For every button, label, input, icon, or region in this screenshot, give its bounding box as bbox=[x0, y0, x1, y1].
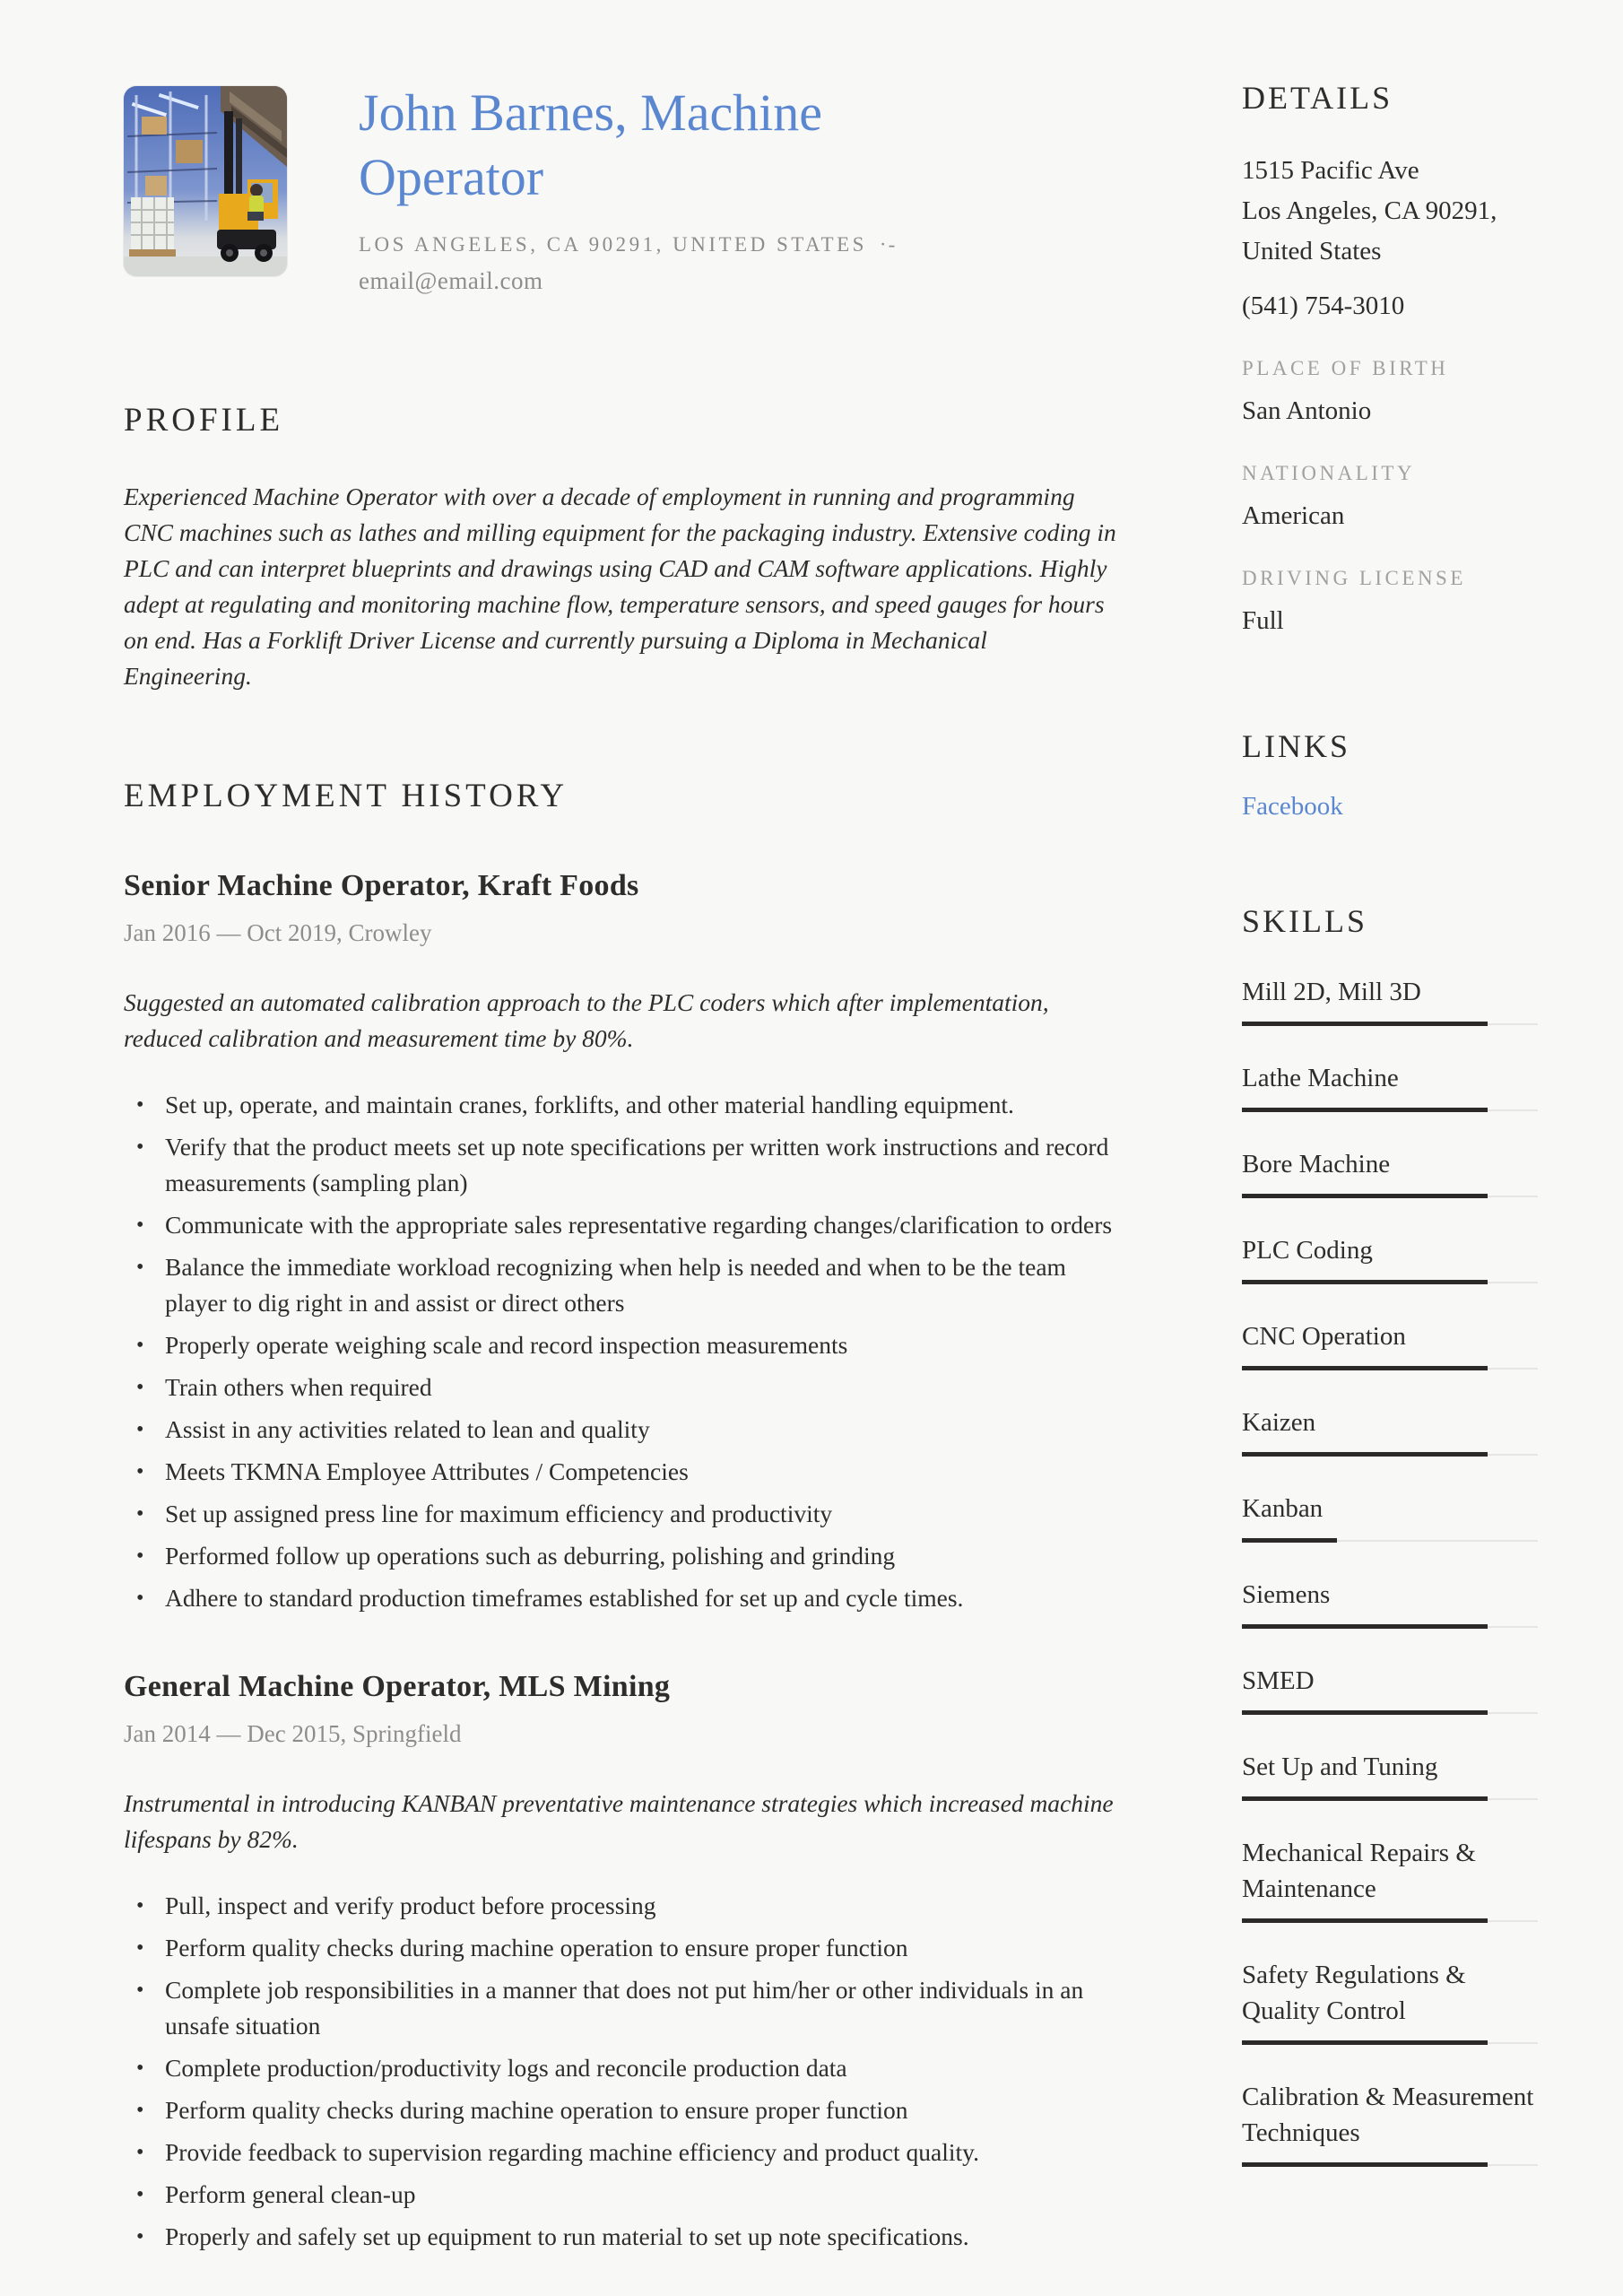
employment-section bbox=[124, 777, 1141, 2255]
skill-item bbox=[1242, 1491, 1538, 1543]
skill-name: Lathe Machine bbox=[1242, 1064, 1399, 1092]
driving-license-label: DRIVING LICENSE bbox=[1242, 567, 1466, 589]
job-bullet: • Properly operate weighing scale and record inspection measurements bbox=[165, 1327, 1119, 1363]
job-bullet: • Perform general clean-up bbox=[165, 2177, 1119, 2213]
skill-name: Calibration & Measurement Techniques bbox=[1242, 2083, 1534, 2147]
driving-license-value: Full bbox=[1242, 606, 1284, 635]
skill-name: CNC Operation bbox=[1242, 1322, 1406, 1351]
address-line1: 1515 Pacific Ave bbox=[1242, 156, 1419, 185]
skill-level-bar bbox=[1242, 1624, 1538, 1629]
address-line2: Los Angeles, CA 90291, United States bbox=[1242, 196, 1497, 265]
links-heading: LINKS bbox=[1242, 728, 1350, 764]
skill-level-bar bbox=[1242, 1366, 1538, 1370]
skill-item bbox=[1242, 1232, 1538, 1284]
job-entry bbox=[124, 1670, 1141, 2255]
job-bullet: • Train others when required bbox=[165, 1370, 1119, 1405]
skill-item bbox=[1242, 1957, 1538, 2045]
place-of-birth-value: San Antonio bbox=[1242, 396, 1372, 425]
skill-item bbox=[1242, 1663, 1538, 1715]
job-bullet: • Set up, operate, and maintain cranes, forklifts, and other material handling equipment. bbox=[165, 1087, 1119, 1123]
skill-name: PLC Coding bbox=[1242, 1236, 1373, 1265]
skill-level-bar bbox=[1242, 1022, 1538, 1026]
phone-number: (541) 754-3010 bbox=[1242, 291, 1405, 320]
employment-heading: EMPLOYMENT HISTORY bbox=[124, 777, 568, 814]
job-bullet: • Performed follow up operations such as deburring, polishing and grinding bbox=[165, 1538, 1119, 1574]
job-bullet: • Pull, inspect and verify product before processing bbox=[165, 1888, 1119, 1924]
skill-item bbox=[1242, 1577, 1538, 1629]
contact-email: email@email.com bbox=[359, 266, 543, 294]
job-summary: Instrumental in introducing KANBAN preventative maintenance strategies which increased machine lifespans by 82%. bbox=[124, 1788, 1114, 1853]
job-bullet: • Properly and safely set up equipment to run material to set up note specifications. bbox=[165, 2219, 1119, 2255]
skills-section bbox=[1242, 902, 1538, 2167]
skill-level-bar bbox=[1242, 1452, 1538, 1457]
job-bullet: • Assist in any activities related to lean and quality bbox=[165, 1412, 1119, 1448]
job-bullet: • Provide feedback to supervision regarding machine efficiency and product quality. bbox=[165, 2135, 1119, 2170]
job-bullet: • Set up assigned press line for maximum efficiency and productivity bbox=[165, 1496, 1119, 1532]
job-bullet: • Complete production/productivity logs and reconcile production data bbox=[165, 2050, 1119, 2086]
nationality-value: American bbox=[1242, 501, 1345, 530]
skill-item bbox=[1242, 1405, 1538, 1457]
skill-item bbox=[1242, 1060, 1538, 1112]
warehouse-forklift-photo bbox=[124, 86, 287, 276]
skill-name: Bore Machine bbox=[1242, 1150, 1391, 1178]
links-section bbox=[1242, 727, 1538, 822]
skill-name: Mechanical Repairs & Maintenance bbox=[1242, 1839, 1476, 1903]
nationality-label: NATIONALITY bbox=[1242, 462, 1416, 484]
skill-level-bar bbox=[1242, 2162, 1538, 2167]
job-dates: Jan 2014 — Dec 2015, Springfield bbox=[124, 1719, 462, 1747]
skill-level-bar bbox=[1242, 1538, 1538, 1543]
profile-section bbox=[124, 401, 1141, 694]
job-title: Senior Machine Operator, Kraft Foods bbox=[124, 868, 639, 902]
skill-level-bar bbox=[1242, 2040, 1538, 2045]
job-dates: Jan 2016 — Oct 2019, Crowley bbox=[124, 918, 432, 946]
details-section bbox=[1242, 79, 1538, 641]
facebook-link[interactable]: Facebook bbox=[1242, 792, 1343, 821]
skill-item bbox=[1242, 974, 1538, 1026]
skill-level-bar bbox=[1242, 1710, 1538, 1715]
job-bullet: • Balance the immediate workload recognizing when help is needed and when to be the team player to dig right in and assist or direct others bbox=[165, 1249, 1119, 1321]
skill-name: SMED bbox=[1242, 1666, 1315, 1695]
job-bullet: • Communicate with the appropriate sales representative regarding changes/clarification to orders bbox=[165, 1207, 1119, 1243]
skill-name: Safety Regulations & Quality Control bbox=[1242, 1961, 1466, 2025]
skill-level-bar bbox=[1242, 1194, 1538, 1198]
skills-heading: SKILLS bbox=[1242, 903, 1368, 939]
job-bullet: • Perform quality checks during machine operation to ensure proper function bbox=[165, 1930, 1119, 1966]
page-title: John Barnes, Machine Operator bbox=[359, 83, 823, 206]
skill-item bbox=[1242, 1749, 1538, 1801]
skill-name: Siemens bbox=[1242, 1580, 1331, 1609]
skill-item bbox=[1242, 1146, 1538, 1198]
skill-level-bar bbox=[1242, 1108, 1538, 1112]
profile-heading: PROFILE bbox=[124, 401, 284, 439]
skill-level-bar bbox=[1242, 1796, 1538, 1801]
skill-item bbox=[1242, 2079, 1538, 2167]
sidebar bbox=[1242, 79, 1538, 2242]
job-bullet: • Adhere to standard production timeframes established for set up and cycle times. bbox=[165, 1580, 1119, 1616]
details-heading: DETAILS bbox=[1242, 80, 1393, 116]
skill-name: Set Up and Tuning bbox=[1242, 1752, 1438, 1781]
job-summary: Suggested an automated calibration approach to the PLC coders which after implementation, reduced calibration and measurement time by 80%. bbox=[124, 987, 1049, 1052]
job-bullet: • Perform quality checks during machine operation to ensure proper function bbox=[165, 2092, 1119, 2128]
skill-name: Kanban bbox=[1242, 1494, 1324, 1523]
skill-item bbox=[1242, 1835, 1538, 1923]
skill-item bbox=[1242, 1318, 1538, 1370]
contact-line bbox=[359, 233, 897, 295]
main-column bbox=[124, 79, 1141, 2250]
skill-level-bar bbox=[1242, 1280, 1538, 1284]
job-bullet-list bbox=[124, 1087, 1119, 1616]
contact-location: LOS ANGELES, CA 90291, UNITED STATES bbox=[359, 232, 867, 256]
skill-name: Kaizen bbox=[1242, 1408, 1316, 1437]
job-title: General Machine Operator, MLS Mining bbox=[124, 1669, 671, 1703]
profile-text: Experienced Machine Operator with over a decade of employment in running and programming CNC machines such as lathes and milling equipment for the packaging industry. Extensive coding in PLC and can interpret blueprints and drawings using CAD and CAM software applications. Highly adept at regulating and monitoring machine flow, temperature sensors, and speed gauges for hours on end. Has a Forklift Driver License and currently pursuing a Diploma in Mechanical Engineering. bbox=[124, 482, 1116, 690]
job-bullet: • Meets TKMNA Employee Attributes / Competencies bbox=[165, 1454, 1119, 1490]
job-bullet: • Verify that the product meets set up note specifications per written work instructions and record measurements (sampling plan) bbox=[165, 1129, 1119, 1201]
job-entry bbox=[124, 869, 1141, 1616]
job-bullet: • Complete job responsibilities in a manner that does not put him/her or other individuals in an unsafe situation bbox=[165, 1972, 1119, 2044]
place-of-birth-label: PLACE OF BIRTH bbox=[1242, 357, 1449, 379]
job-bullet-list bbox=[124, 1888, 1119, 2255]
skill-level-bar bbox=[1242, 1918, 1538, 1923]
header-text bbox=[359, 79, 897, 295]
contact-separator: ·- bbox=[879, 232, 898, 256]
resume-header bbox=[124, 79, 1141, 295]
skill-name: Mill 2D, Mill 3D bbox=[1242, 978, 1421, 1006]
